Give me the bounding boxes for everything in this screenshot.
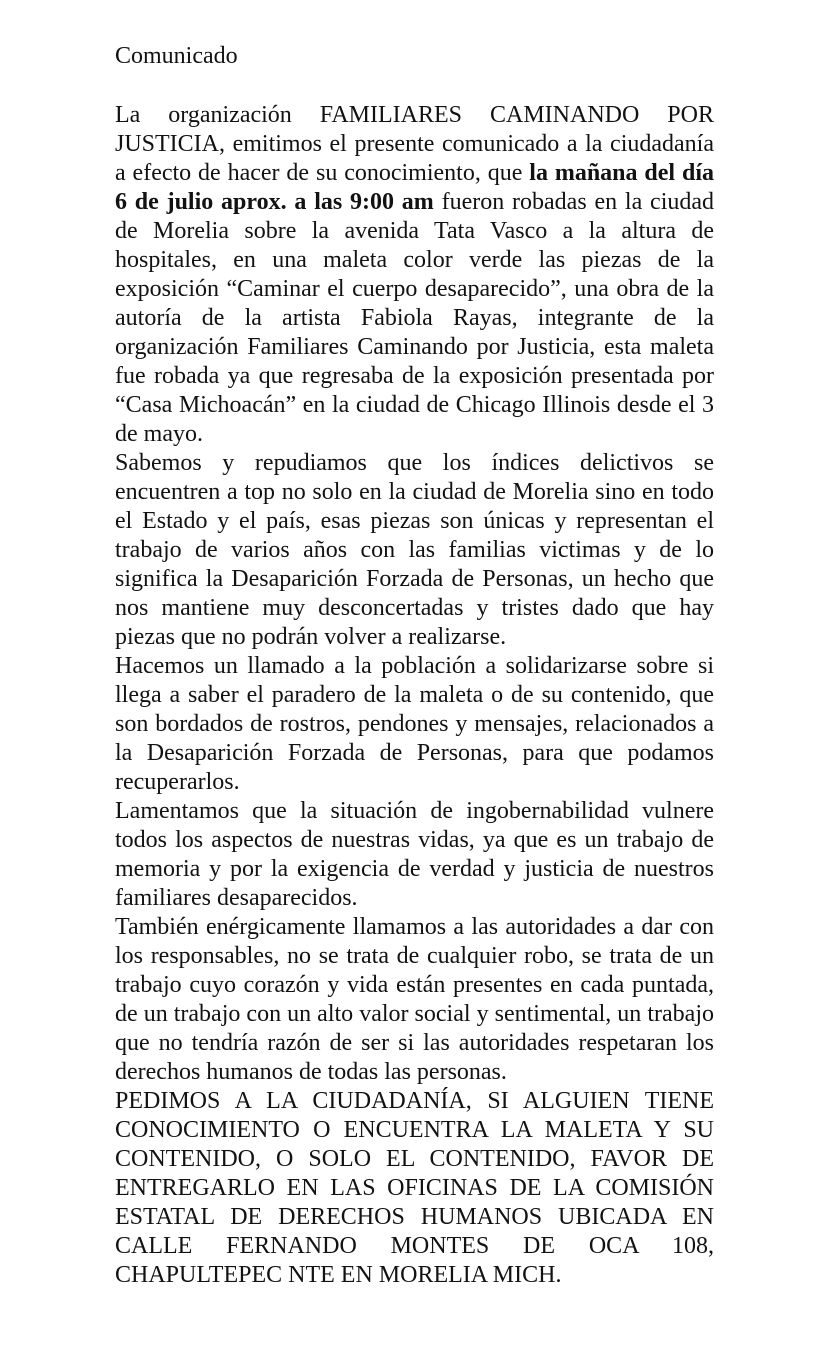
paragraph (115, 101, 714, 449)
text-segment: PEDIMOS A LA CIUDADANÍA, SI ALGUIEN TIENE CONOCIMIENTO O ENCUENTRA LA MALETA Y SU CONTENIDO, O SOLO EL CONTENIDO, FAVOR DE ENTREGARLO EN LAS OFICINAS DE LA COMISIÓN ESTATAL DE DERECHOS HUMANOS UBICADA EN CALLE FERNANDO MONTES DE OCA 108, CHAPULTEPEC NTE EN MORELIA MICH. (115, 1088, 714, 1288)
text-segment: Lamentamos que la situación de ingobernabilidad vulnere todos los aspectos de nuestras vidas, ya que es un trabajo de memoria y por la exigencia de verdad y justicia de nuestros familiares desaparecidos. (115, 798, 714, 911)
paragraph (115, 449, 714, 652)
text-segment: Hacemos un llamado a la población a solidarizarse sobre si llega a saber el paradero de la maleta o de su contenido, que son bordados de rostros, pendones y mensajes, relacionados a la Desaparición Forzada de Personas, para que podamos recuperarlos. (115, 653, 714, 795)
document-body (115, 101, 714, 1290)
text-segment: Sabemos y repudiamos que los índices delictivos se encuentren a top no solo en la ciudad de Morelia sino en todo el Estado y el país, esas piezas son únicas y representan el trabajo de varios años con las familias victimas y de lo significa la Desaparición Forzada de Personas, un hecho que nos mantiene muy desconcertadas y tristes dado que hay piezas que no podrán volver a realizarse. (115, 450, 714, 650)
paragraph (115, 1087, 714, 1290)
paragraph (115, 797, 714, 913)
paragraph (115, 913, 714, 1087)
document-content (115, 42, 714, 1290)
text-segment: También enérgicamente llamamos a las autoridades a dar con los responsables, no se trata de cualquier robo, se trata de un trabajo cuyo corazón y vida están presentes en cada puntada, de un trabajo con un alto valor social y sentimental, un trabajo que no tendría razón de ser si las autoridades respetaran los derechos humanos de todas las personas. (115, 914, 714, 1085)
text-segment: La organización FAMILIARES CAMINANDO POR JUSTICIA, emitimos el presente comunicado a la ciudadanía a efecto de hacer de su conocimiento, que (115, 102, 714, 186)
paragraph (115, 652, 714, 797)
document-title: Comunicado (115, 43, 238, 69)
text-segment: fueron robadas en la ciudad de Morelia sobre la avenida Tata Vasco a la altura de hospitales, en una maleta color verde las piezas de la exposición “Caminar el cuerpo desaparecido”, una obra de la autoría de la artista Fabiola Rayas, integrante de la organización Familiares Caminando por Justicia, esta maleta fue robada ya que regresaba de la exposición presentada por “Casa Michoacán” en la ciudad de Chicago Illinois desde el 3 de mayo. (115, 189, 715, 447)
bold-text-segment: la mañana del día 6 de julio aprox. a las 9:00 am (115, 160, 714, 215)
